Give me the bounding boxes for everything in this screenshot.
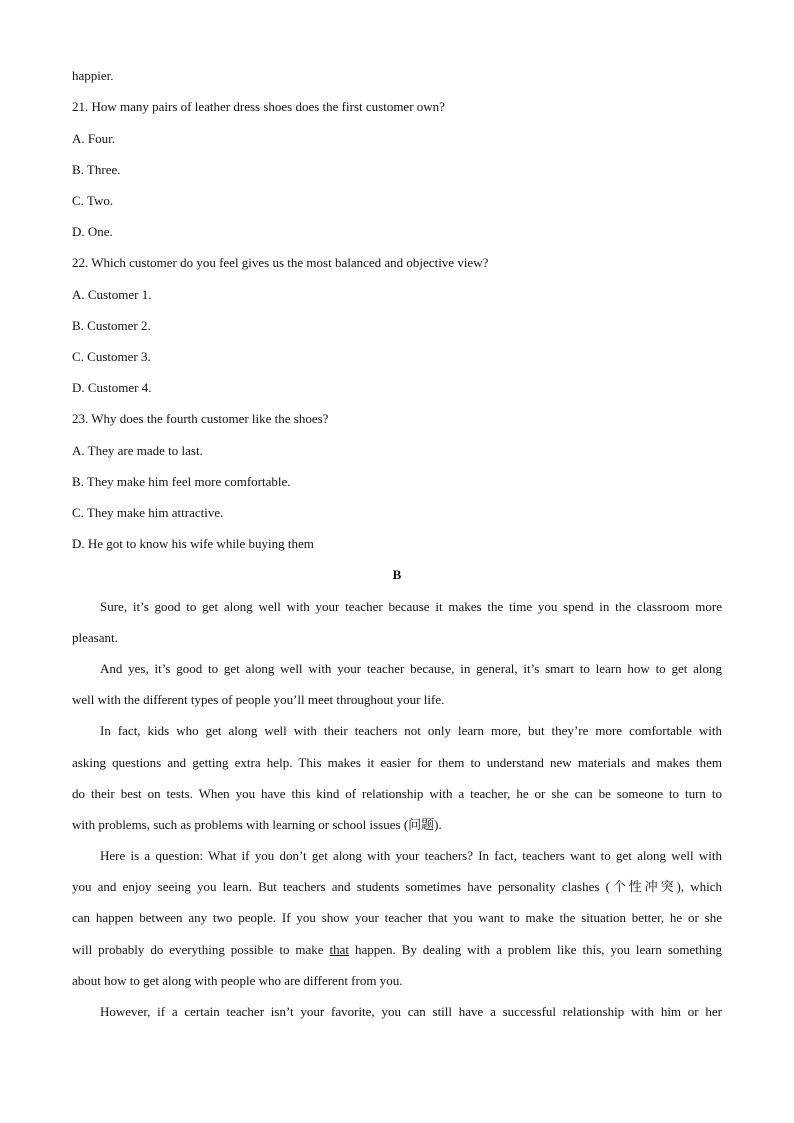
option-c: C. Customer 3. bbox=[72, 349, 151, 364]
paragraph-line: pleasant. bbox=[72, 630, 118, 645]
option-b: B. They make him feel more comfortable. bbox=[72, 474, 291, 489]
option-c: C. They make him attractive. bbox=[72, 505, 224, 520]
paragraph-line: can happen between any two people. If you show your teacher that you want to make the situation better, he or she bbox=[72, 910, 722, 925]
paragraph-line: with problems, such as problems with learning or school issues (问题). bbox=[72, 817, 442, 832]
option-a: A. Four. bbox=[72, 131, 115, 146]
paragraph-line bbox=[72, 942, 722, 958]
paragraph-line: well with the different types of people you’ll meet throughout your life. bbox=[72, 692, 445, 707]
paragraph-line: asking questions and getting extra help. This makes it easier for them to understand new materials and makes them bbox=[72, 755, 722, 770]
option-a: A. Customer 1. bbox=[72, 287, 152, 302]
option-b: B. Customer 2. bbox=[72, 318, 151, 333]
option-d: D. Customer 4. bbox=[72, 380, 152, 395]
line-text-before: will probably do everything possible to make bbox=[72, 942, 330, 957]
option-d: D. One. bbox=[72, 224, 113, 239]
underlined-word: that bbox=[329, 942, 350, 957]
paragraph-line: Here is a question: What if you don’t get along with your teachers? In fact, teachers want to get along well with bbox=[100, 848, 722, 863]
question-stem: 21. How many pairs of leather dress shoes does the first customer own? bbox=[72, 99, 445, 114]
paragraph-line: However, if a certain teacher isn’t your favorite, you can still have a successful relationship with him or her bbox=[100, 1004, 722, 1019]
paragraph-line: about how to get along with people who are different from you. bbox=[72, 973, 403, 988]
paragraph-line: Sure, it’s good to get along well with your teacher because it makes the time you spend in the classroom more bbox=[100, 599, 722, 614]
paragraph-line: you and enjoy seeing you learn. But teachers and students sometimes have personality clashes (个性冲突), which bbox=[72, 879, 722, 894]
section-heading: B bbox=[392, 567, 402, 582]
line-text-after: happen. By dealing with a problem like this, you learn something bbox=[349, 942, 722, 957]
paragraph-line: do their best on tests. When you have this kind of relationship with a teacher, he or she can be someone to turn to bbox=[72, 786, 722, 801]
option-a: A. They are made to last. bbox=[72, 443, 203, 458]
option-c: C. Two. bbox=[72, 193, 114, 208]
option-d: D. He got to know his wife while buying them bbox=[72, 536, 314, 551]
option-b: B. Three. bbox=[72, 162, 121, 177]
paragraph-line: In fact, kids who get along well with their teachers not only learn more, but they’re more comfortable with bbox=[100, 723, 722, 738]
question-stem: 23. Why does the fourth customer like the shoes? bbox=[72, 411, 329, 426]
top-fragment: happier. bbox=[72, 68, 114, 83]
paragraph-line: And yes, it’s good to get along well with your teacher because, in general, it’s smart to learn how to get along bbox=[100, 661, 722, 676]
question-stem: 22. Which customer do you feel gives us the most balanced and objective view? bbox=[72, 255, 489, 270]
